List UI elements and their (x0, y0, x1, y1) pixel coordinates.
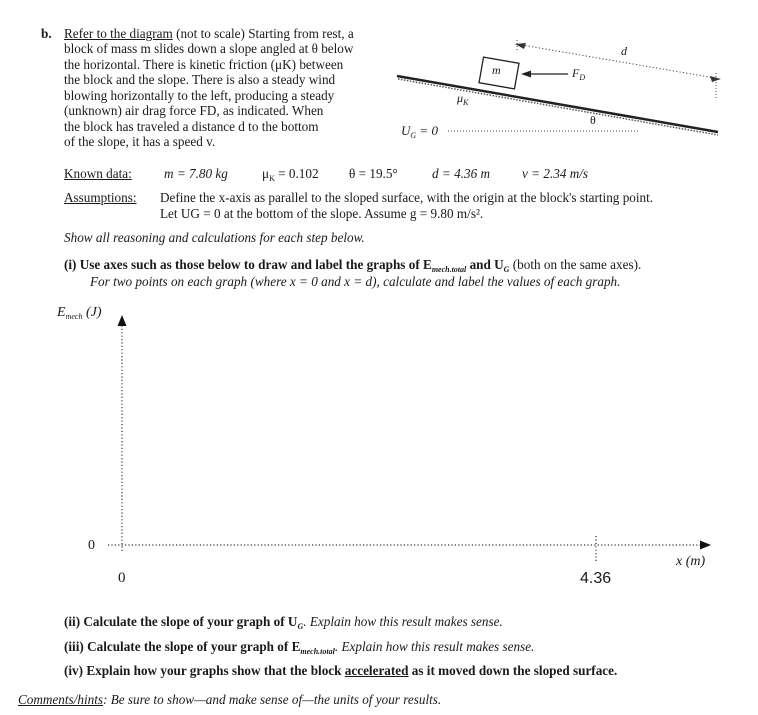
angle-label: θ (590, 113, 596, 127)
x-zero-label: 0 (118, 570, 126, 586)
problem-line-5: (unknown) air drag force FD, as indicated. When (64, 103, 324, 118)
intro-rest: (not to scale) Starting from rest, a (176, 26, 354, 41)
x-end-label: 4.36 (580, 570, 612, 587)
known-theta: θ = 19.5° (349, 166, 398, 181)
friction-label: $\mu_K$ (457, 91, 469, 107)
y-axis-arrowhead (118, 315, 127, 326)
known-mu: $\mu_K = 0.102$ (262, 166, 319, 183)
problem-line-3: the block and the slope. There is also a steady wind (64, 72, 336, 87)
known-label: Known data: (64, 166, 132, 181)
known-mass: m = 7.80 kg (164, 166, 228, 181)
mass-label: m (492, 63, 501, 77)
part-ii: (ii) Calculate the slope of your graph of $U_G$. Explain how this result makes sense. (64, 614, 503, 631)
force-label: $F_D$ (572, 66, 586, 82)
ug-label: $U_G = 0$ (401, 123, 438, 140)
part-i-detail: For two points on each graph (where x = 0 and x = d), calculate and label the values of each graph. (90, 274, 621, 289)
known-speed: v = 2.34 m/s (522, 166, 589, 181)
comments: Comments/hints: Be sure to show—and make sense of—the units of your results. (18, 692, 442, 707)
problem-line-7: of the slope, it has a speed v. (64, 134, 216, 149)
y-zero-label: 0 (88, 538, 95, 553)
distance-label: d (621, 44, 627, 58)
y-axis-label: $E_{mech}$ (J) (57, 305, 102, 321)
problem-line-4: blowing horizontally to the left, producing a steady (64, 88, 335, 103)
assumptions-label: Assumptions: (64, 190, 137, 205)
drag-arrowhead (521, 71, 531, 78)
assumption-1: Define the x-axis as parallel to the sloped surface, with the origin at the block's starting point. (160, 190, 654, 205)
problem-label: b. (41, 26, 52, 41)
distance-line (522, 45, 715, 78)
instruction: Show all reasoning and calculations for each step below. (64, 230, 365, 245)
part-iv: (iv) Explain how your graphs show that the block accelerated as it moved down the sloped surface. (64, 663, 618, 678)
known-distance: d = 4.36 m (432, 166, 490, 181)
problem-line-6: the block has traveled a distance d to the bottom (64, 119, 319, 134)
problem-line-1: block of mass m slides down a slope angled at θ below (64, 41, 354, 56)
x-axis-arrowhead (700, 541, 711, 550)
slope-hatch (398, 79, 718, 135)
slope-surface (397, 76, 718, 132)
part-iii: (iii) Calculate the slope of your graph of $E_{mech.total}$. Explain how this result makes sense. (64, 639, 535, 656)
assumption-2: Let UG = 0 at the bottom of the slope. Assume g = 9.80 m/s². (160, 206, 484, 221)
diagram-reference: Refer to the diagram (64, 26, 173, 41)
part-i: (i) Use axes such as those below to draw and label the graphs of $E_{mech.total}$ and $U_G$ (both on the same axes). (64, 257, 642, 274)
x-axis-label: x (m) (676, 554, 706, 569)
problem-line-2: the horizontal. There is kinetic friction (μK) between (64, 57, 344, 72)
